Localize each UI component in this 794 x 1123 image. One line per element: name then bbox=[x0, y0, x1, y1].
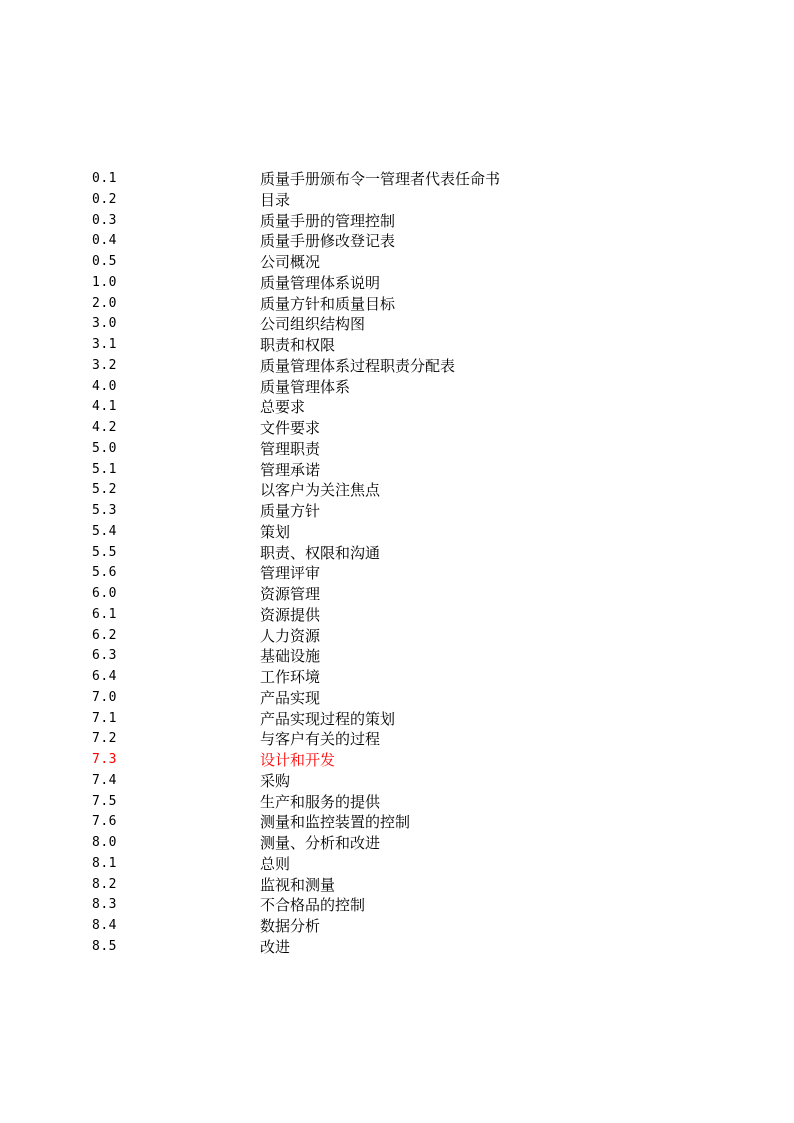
section-title: 策划 bbox=[260, 522, 291, 541]
toc-row bbox=[92, 812, 732, 833]
toc-row bbox=[92, 709, 732, 730]
toc-row bbox=[92, 875, 732, 896]
section-number: 3.1 bbox=[92, 337, 117, 352]
section-title: 资源提供 bbox=[260, 605, 321, 624]
section-title: 管理评审 bbox=[260, 564, 321, 583]
section-title: 基础设施 bbox=[260, 647, 321, 666]
toc-row bbox=[92, 937, 732, 958]
toc-row bbox=[92, 895, 732, 916]
section-number: 8.0 bbox=[92, 835, 117, 850]
toc-row bbox=[92, 522, 732, 543]
section-number: 5.1 bbox=[92, 461, 117, 477]
toc-row bbox=[92, 418, 732, 439]
section-number: 7.0 bbox=[92, 689, 117, 705]
section-number: 1.0 bbox=[92, 274, 117, 290]
section-number: 7.2 bbox=[92, 731, 117, 747]
section-title: 质量管理体系说明 bbox=[260, 273, 381, 292]
section-title: 数据分析 bbox=[260, 917, 321, 935]
section-number: 7.5 bbox=[92, 793, 117, 809]
section-number: 5.4 bbox=[92, 523, 117, 539]
section-title: 目录 bbox=[260, 190, 291, 209]
toc-row bbox=[92, 916, 732, 937]
toc-row bbox=[92, 314, 732, 335]
section-title: 采购 bbox=[260, 771, 291, 790]
section-title: 职责和权限 bbox=[260, 336, 336, 354]
section-title: 质量方针 bbox=[260, 502, 321, 520]
section-number: 6.3 bbox=[92, 648, 117, 664]
toc-row bbox=[92, 335, 732, 356]
section-number: 5.2 bbox=[92, 482, 117, 498]
section-number: 6.1 bbox=[92, 606, 117, 622]
toc-row bbox=[92, 231, 732, 252]
section-number: 0.1 bbox=[92, 171, 117, 186]
toc-row bbox=[92, 833, 732, 854]
toc-row bbox=[92, 377, 732, 398]
toc-row bbox=[92, 397, 732, 418]
toc-row bbox=[92, 294, 732, 315]
toc-row bbox=[92, 543, 732, 564]
toc-row bbox=[92, 211, 732, 232]
section-number: 0.4 bbox=[92, 233, 117, 249]
section-title: 生产和服务的提供 bbox=[260, 792, 381, 811]
section-title: 管理职责 bbox=[260, 439, 321, 458]
section-title: 以客户为关注焦点 bbox=[260, 481, 381, 500]
table-of-contents bbox=[92, 169, 732, 958]
section-number: 8.2 bbox=[92, 876, 117, 892]
toc-row bbox=[92, 169, 732, 190]
section-number: 5.3 bbox=[92, 503, 117, 518]
section-number: 5.5 bbox=[92, 544, 117, 560]
section-title: 改进 bbox=[260, 937, 291, 956]
section-title: 公司组织结构图 bbox=[260, 315, 366, 334]
section-title: 人力资源 bbox=[260, 626, 321, 645]
section-title: 文件要求 bbox=[260, 419, 321, 437]
section-title: 测量和监控装置的控制 bbox=[260, 813, 411, 832]
section-number: 0.5 bbox=[92, 254, 117, 269]
section-title: 质量手册修改登记表 bbox=[260, 232, 396, 251]
toc-row bbox=[92, 563, 732, 584]
section-title: 总则 bbox=[260, 854, 291, 873]
section-number: 6.0 bbox=[92, 586, 117, 601]
section-number: 4.0 bbox=[92, 378, 117, 394]
section-number: 7.1 bbox=[92, 710, 117, 726]
section-title: 管理承诺 bbox=[260, 460, 321, 479]
toc-row bbox=[92, 501, 732, 522]
section-title: 总要求 bbox=[260, 398, 306, 417]
toc-row bbox=[92, 190, 732, 211]
section-number: 7.6 bbox=[92, 814, 117, 830]
section-number: 4.2 bbox=[92, 420, 117, 435]
toc-row bbox=[92, 626, 732, 647]
section-number: 4.1 bbox=[92, 399, 117, 415]
section-number: 2.0 bbox=[92, 295, 117, 311]
section-title: 产品实现过程的策划 bbox=[260, 709, 396, 728]
section-title: 设计和开发 bbox=[260, 751, 336, 769]
toc-row bbox=[92, 252, 732, 273]
section-number: 3.2 bbox=[92, 357, 117, 373]
section-number: 0.2 bbox=[92, 191, 117, 207]
toc-row bbox=[92, 688, 732, 709]
section-title: 工作环境 bbox=[260, 668, 321, 686]
section-title: 质量手册的管理控制 bbox=[260, 211, 396, 230]
section-title: 职责、权限和沟通 bbox=[260, 543, 381, 562]
section-number: 8.4 bbox=[92, 918, 117, 933]
toc-row bbox=[92, 646, 732, 667]
section-number: 6.2 bbox=[92, 627, 117, 643]
section-title: 与客户有关的过程 bbox=[260, 730, 381, 749]
toc-row bbox=[92, 605, 732, 626]
toc-row bbox=[92, 480, 732, 501]
section-number: 8.5 bbox=[92, 938, 117, 954]
toc-row bbox=[92, 584, 732, 605]
section-title: 质量管理体系过程职责分配表 bbox=[260, 356, 456, 375]
section-title: 质量管理体系 bbox=[260, 377, 351, 396]
section-title: 质量手册颁布令一管理者代表任命书 bbox=[260, 170, 501, 188]
section-number: 7.3 bbox=[92, 752, 117, 767]
toc-row bbox=[92, 460, 732, 481]
section-number: 0.3 bbox=[92, 212, 117, 228]
section-title: 资源管理 bbox=[260, 585, 321, 603]
section-title: 测量、分析和改进 bbox=[260, 834, 381, 852]
toc-row bbox=[92, 439, 732, 460]
section-number: 6.4 bbox=[92, 669, 117, 684]
toc-row bbox=[92, 667, 732, 688]
section-title: 公司概况 bbox=[260, 253, 321, 271]
toc-row bbox=[92, 854, 732, 875]
toc-row-highlighted bbox=[92, 750, 732, 771]
section-title: 产品实现 bbox=[260, 688, 321, 707]
toc-row bbox=[92, 273, 732, 294]
toc-row bbox=[92, 356, 732, 377]
toc-row bbox=[92, 729, 732, 750]
toc-row bbox=[92, 771, 732, 792]
section-number: 5.6 bbox=[92, 565, 117, 581]
section-title: 质量方针和质量目标 bbox=[260, 294, 396, 313]
section-title: 不合格品的控制 bbox=[260, 896, 366, 915]
section-number: 5.0 bbox=[92, 440, 117, 456]
section-number: 8.1 bbox=[92, 855, 117, 871]
section-number: 7.4 bbox=[92, 772, 117, 788]
section-number: 3.0 bbox=[92, 316, 117, 332]
section-title: 监视和测量 bbox=[260, 875, 336, 894]
section-number: 8.3 bbox=[92, 897, 117, 913]
toc-row bbox=[92, 792, 732, 813]
